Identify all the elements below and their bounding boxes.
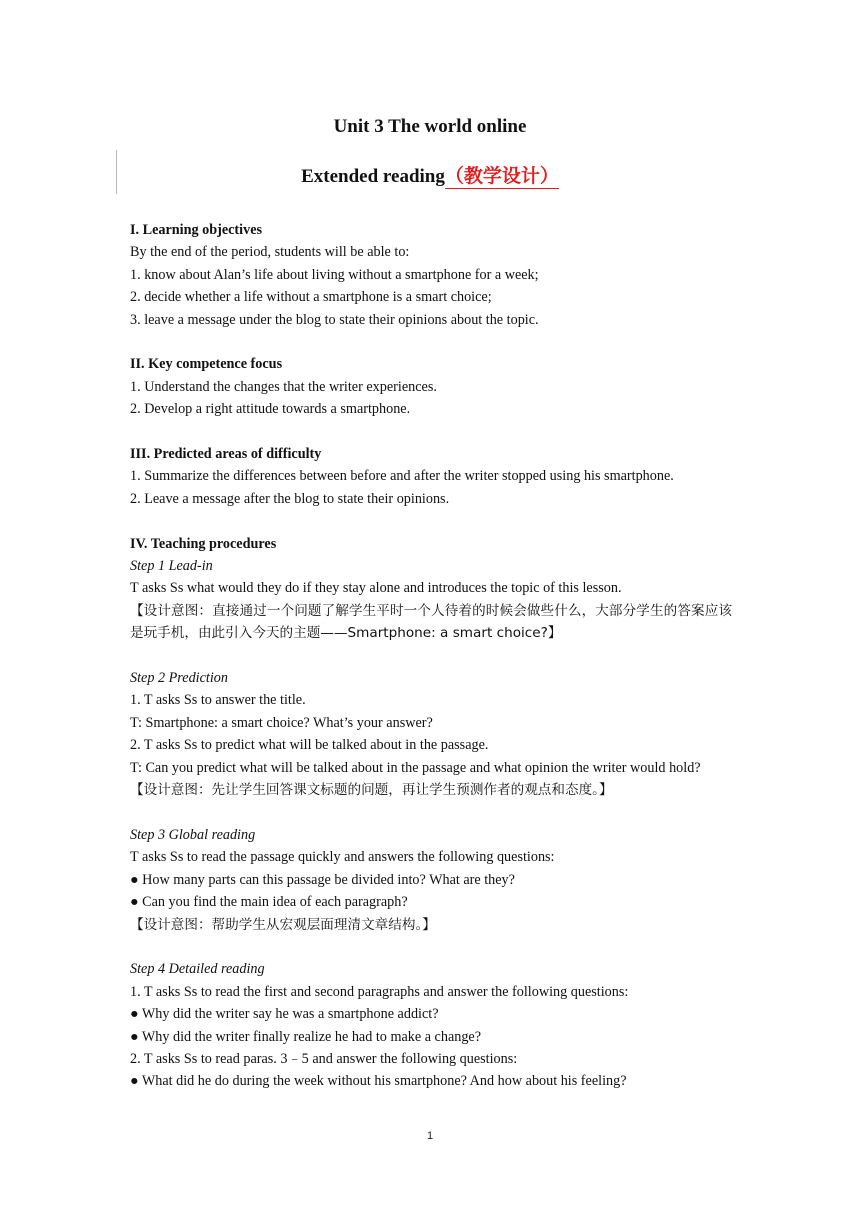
bullet-item: ● What did he do during the week without his smartphone? And how about his feeling?: [130, 1073, 627, 1090]
section-heading-procedures: IV. Teaching procedures: [130, 535, 277, 552]
design-intent-note: 【设计意图：帮助学生从宏观层面理清文章结构。】: [130, 916, 436, 933]
step-title: Step 1 Lead-in: [130, 558, 213, 575]
document-body: [130, 219, 732, 1093]
bullet-item: ● How many parts can this passage be divided into? What are they?: [130, 871, 515, 888]
step-line: 2. T asks Ss to read paras. 3﹣5 and answer the following questions:: [130, 1050, 518, 1067]
section-heading-difficulty: III. Predicted areas of difficulty: [130, 446, 322, 463]
document-title: Unit 3 The world online: [333, 116, 527, 137]
objective-item: 3. leave a message under the blog to state their opinions about the topic.: [130, 311, 539, 328]
objective-item: 1. know about Alan’s life about living without a smartphone for a week;: [130, 266, 539, 283]
step-title: Step 3 Global reading: [130, 826, 256, 843]
design-intent-note: 【设计意图：先让学生回答课文标题的问题，再让学生预测作者的观点和态度。】: [130, 782, 613, 799]
step-line: T: Smartphone: a smart choice? What’s your answer?: [130, 714, 433, 731]
bullet-item: ● Why did the writer say he was a smartphone addict?: [130, 1006, 439, 1023]
objective-item: 2. decide whether a life without a smartphone is a smart choice;: [130, 289, 492, 306]
competence-item: 1. Understand the changes that the writer experiences.: [130, 378, 437, 395]
document-subtitle: [0, 161, 860, 188]
step-title: Step 4 Detailed reading: [130, 961, 265, 978]
bullet-item: ● Can you find the main idea of each paragraph?: [130, 894, 408, 911]
competence-item: 2. Develop a right attitude towards a smartphone.: [130, 401, 411, 418]
step-line: T asks Ss to read the passage quickly and answers the following questions:: [130, 849, 555, 866]
paragraph-line: By the end of the period, students will be able to:: [130, 244, 410, 261]
step-line: 1. T asks Ss to read the first and second paragraphs and answer the following questions:: [130, 983, 629, 1000]
difficulty-item: 1. Summarize the differences between before and after the writer stopped using his smartphone.: [130, 468, 674, 485]
step-line: 1. T asks Ss to answer the title.: [130, 692, 306, 709]
subtitle-english: Extended reading: [301, 166, 445, 187]
bullet-item: ● Why did the writer finally realize he had to make a change?: [130, 1028, 482, 1045]
section-heading-objectives: I. Learning objectives: [130, 222, 263, 238]
step-title: Step 2 Prediction: [130, 670, 228, 687]
step-line: T: Can you predict what will be talked about in the passage and what opinion the writer would hold?: [130, 759, 701, 776]
subtitle-chinese: （教学设计）: [444, 166, 559, 187]
step-line: T asks Ss what would they do if they stay alone and introduces the topic of this lesson.: [130, 580, 622, 597]
section-heading-competence: II. Key competence focus: [130, 356, 283, 373]
design-intent-note: 【设计意图：直接通过一个问题了解学生平时一个人待着的时候会做些什么，大部分学生的答案应该是玩手机，由此引入今天的主题——Smartphone: a smart choice?】: [130, 602, 732, 642]
step-line: 2. T asks Ss to predict what will be talked about in the passage.: [130, 737, 489, 754]
difficulty-item: 2. Leave a message after the blog to state their opinions.: [130, 490, 450, 507]
page-number: 1: [426, 1130, 434, 1142]
